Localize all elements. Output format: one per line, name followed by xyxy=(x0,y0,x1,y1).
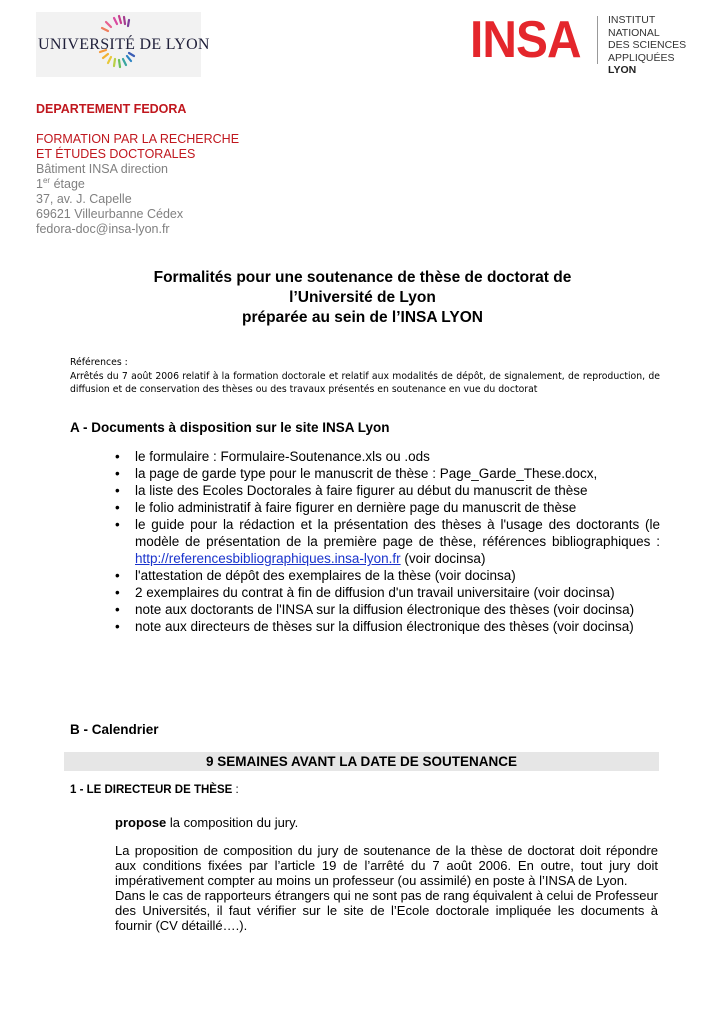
paragraph: Dans le cas de rapporteurs étrangers qui ne sont pas de rang équivalent à celui de Professeur des Universités, il faut vérifier sur le site de l’Ecole doctorale impliquée les documents à fournir (CV détaillé….). xyxy=(115,888,658,933)
bullet: • xyxy=(115,483,120,498)
list-item-text: la page de garde type pour le manuscrit de thèse : Page_Garde_These.docx, xyxy=(135,466,598,481)
building-line: Bâtiment INSA direction xyxy=(36,162,169,176)
references-label: Références : xyxy=(70,357,128,368)
insa-subtitle-line: LYON xyxy=(608,64,637,76)
section-b-heading: B - Calendrier xyxy=(70,722,159,737)
insa-subtitle-line: DES SCIENCES xyxy=(608,39,687,51)
list-item xyxy=(115,567,660,584)
floor-number: 1 xyxy=(36,177,43,191)
bullet: • xyxy=(115,619,120,634)
bullet: • xyxy=(115,500,120,515)
director-subheading-colon: : xyxy=(232,784,239,796)
street-line: 37, av. J. Capelle xyxy=(36,192,132,206)
insa-wordmark: INSA xyxy=(470,11,581,69)
references-link[interactable]: http://referencesbibliographiques.insa-lyon.fr xyxy=(135,551,401,566)
udl-wordmark: UNIVERSITÉ DE LYON xyxy=(38,36,210,53)
formation-line: ET ÉTUDES DOCTORALES xyxy=(36,147,196,161)
formation-line: FORMATION PAR LA RECHERCHE xyxy=(36,132,240,146)
references-text: Arrêtés du 7 août 2006 relatif à la formation doctorale et relatif aux modalités de dépôt, de signalement, de reproduction, de diffusion et de conservation des thèses ou des travaux présentés en soutenance en vue du doctorat xyxy=(70,370,660,395)
floor-line xyxy=(36,177,239,192)
city-line: 69621 Villeurbanne Cédex xyxy=(36,207,184,221)
paragraph: La proposition de composition du jury de soutenance de la thèse de doctorat doit répondre aux conditions fixées par l’article 19 de l’arrêté du 7 août 2006. En outre, tout jury doit impérativement compter au moins un professeur (ou assimilé) en poste à l’INSA de Lyon. xyxy=(115,843,658,888)
spacer xyxy=(36,117,239,132)
director-paragraphs xyxy=(115,843,658,933)
bullet: • xyxy=(115,466,120,481)
list-item-text: le formulaire : Formulaire-Soutenance.xls ou .ods xyxy=(135,449,430,464)
references-block xyxy=(70,356,660,397)
guide-text: le guide pour la rédaction et la présentation des thèses à l'usage des doctorants (le modèle de présentation de la première page de thèse, références bibliographiques : xyxy=(135,517,660,549)
bullet: • xyxy=(115,449,120,464)
director-subheading xyxy=(70,784,239,796)
guide-tail: (voir docinsa) xyxy=(400,551,486,566)
list-item-text: note aux doctorants de l'INSA sur la diffusion électronique des thèses (voir docinsa) xyxy=(135,602,635,617)
list-item xyxy=(115,601,660,618)
list-item xyxy=(115,448,660,465)
department-address-block xyxy=(36,102,239,237)
bullet: • xyxy=(115,568,120,583)
insa-lyon-logo xyxy=(470,11,705,76)
list-item xyxy=(115,499,660,516)
section-a-heading: A - Documents à disposition sur le site INSA Lyon xyxy=(70,420,390,435)
insa-subtitle-line: INSTITUT NATIONAL xyxy=(608,14,660,39)
department-name: DEPARTEMENT FEDORA xyxy=(36,102,187,116)
list-item-text: note aux directeurs de thèses sur la diffusion électronique des thèses (voir docinsa) xyxy=(135,619,634,634)
list-item xyxy=(115,618,660,635)
floor-superscript: er xyxy=(42,175,51,185)
insa-subtitle-line: APPLIQUÉES xyxy=(608,51,675,64)
bullet: • xyxy=(115,602,120,617)
insa-divider xyxy=(597,16,598,64)
insa-subtitle xyxy=(608,14,705,77)
list-item-text: l'attestation de dépôt des exemplaires de la thèse (voir docinsa) xyxy=(135,568,516,583)
bullet: • xyxy=(115,517,120,532)
list-item xyxy=(115,516,660,567)
propose-rest: la composition du jury. xyxy=(166,815,299,830)
title-line: préparée au sein de l’INSA LYON xyxy=(242,309,483,326)
document-title xyxy=(60,268,665,328)
list-item xyxy=(115,465,660,482)
propose-verb: propose xyxy=(115,815,167,830)
director-subheading-title: 1 - LE DIRECTEUR DE THÈSE xyxy=(70,784,233,796)
title-line: Formalités pour une soutenance de thèse de doctorat de xyxy=(153,269,572,286)
timeline-banner: 9 SEMAINES AVANT LA DATE DE SOUTENANCE xyxy=(64,752,659,771)
bullet: • xyxy=(115,585,120,600)
list-item xyxy=(115,584,660,601)
universite-de-lyon-logo xyxy=(36,12,210,77)
list-item xyxy=(115,482,660,499)
floor-word: étage xyxy=(53,177,85,191)
list-item-text: 2 exemplaires du contrat à fin de diffusion d'un travail universitaire (voir docinsa) xyxy=(135,585,615,600)
list-item-text: la liste des Ecoles Doctorales à faire figurer au début du manuscrit de thèse xyxy=(135,483,588,498)
propose-line xyxy=(115,815,298,830)
title-line: l’Université de Lyon xyxy=(289,289,436,306)
documents-list xyxy=(115,448,660,635)
email-link[interactable]: fedora-doc@insa-lyon.fr xyxy=(36,222,170,236)
list-item-text: le folio administratif à faire figurer en dernière page du manuscrit de thèse xyxy=(135,500,577,515)
